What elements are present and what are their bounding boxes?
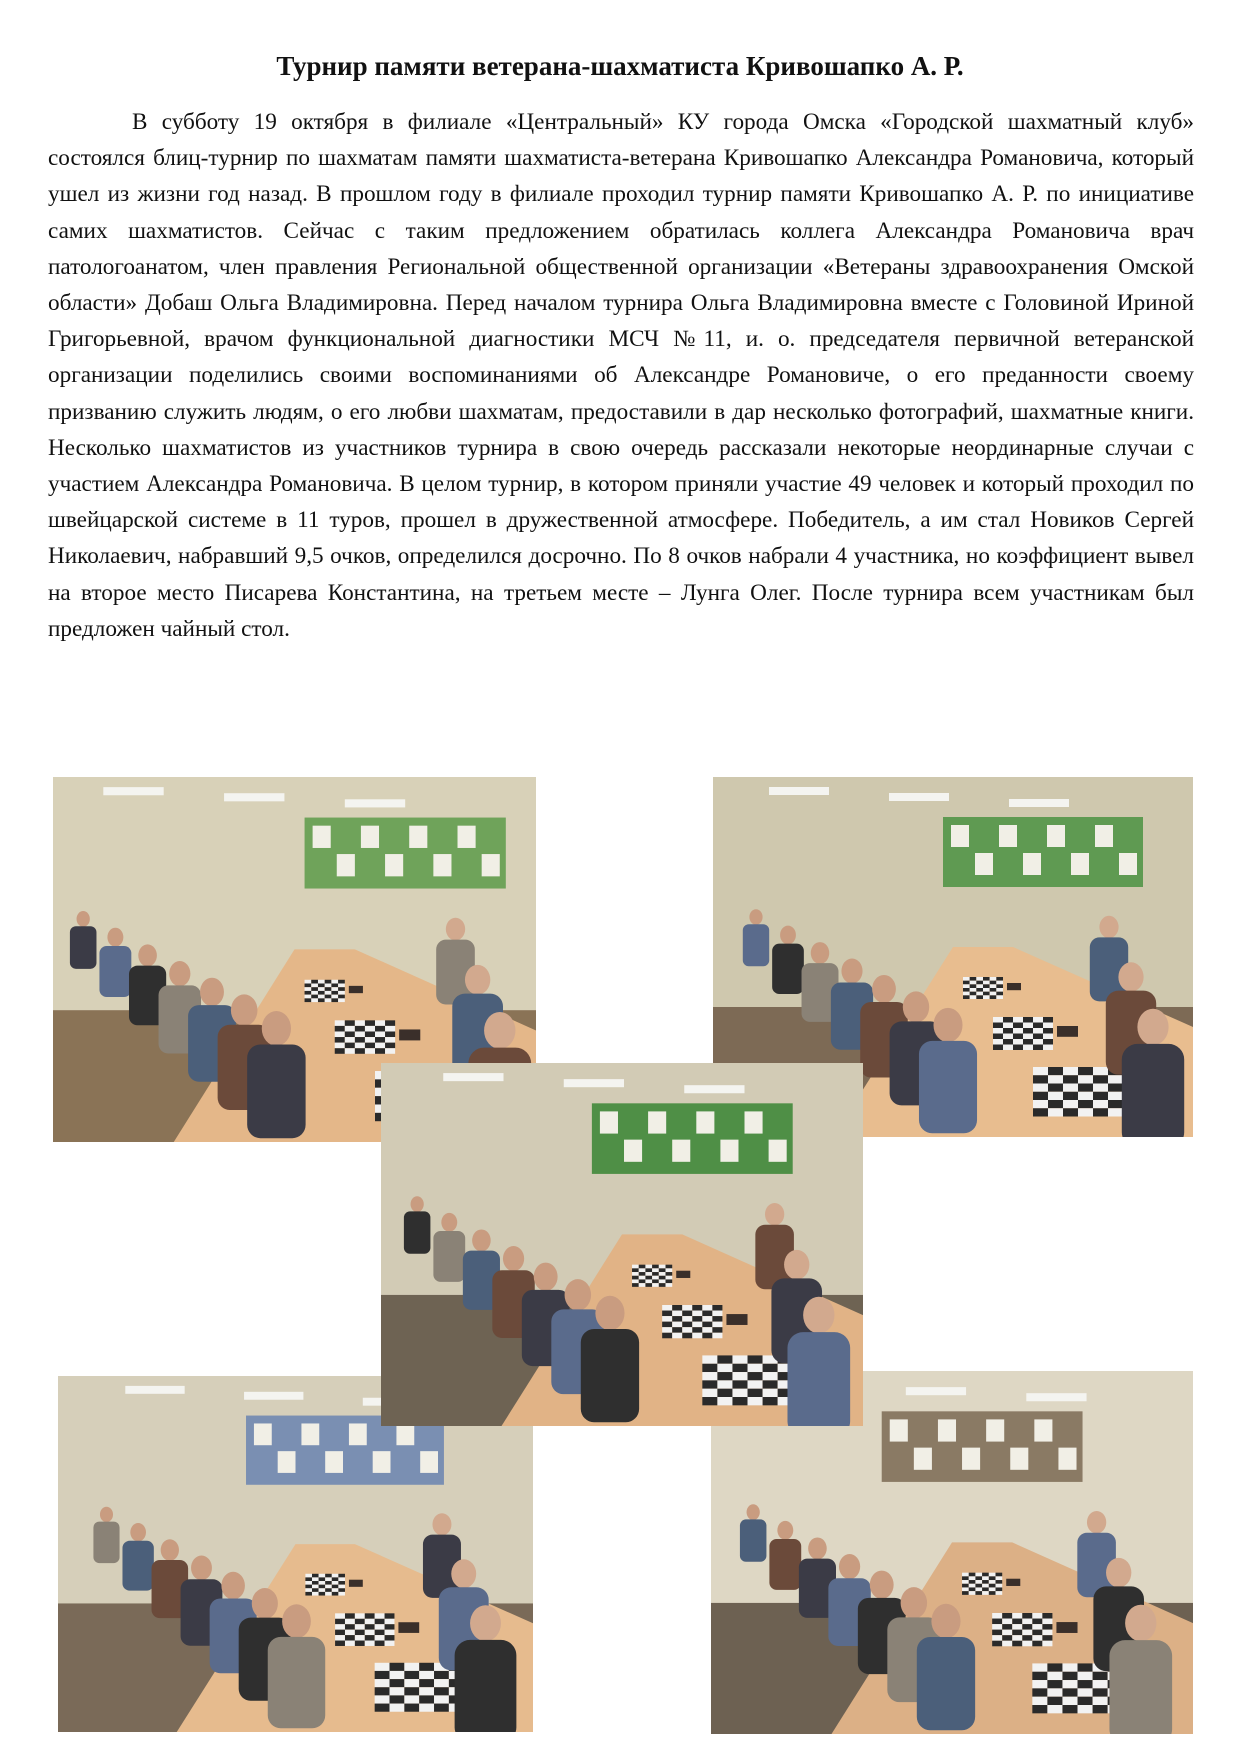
article-body: В субботу 19 октября в филиале «Центральный» КУ города Омска «Городской шахматный клуб» состоялся блиц-турнир по шахматам памяти шахматиста-ветерана Кривошапко Александра Романовича, который ушел из жизни год назад. В прошлом году в филиале проходил турнир памяти Кривошапко А. Р. по инициативе самих шахматистов. Сейчас с таким предложением обратилась коллега Александра Романовича врач патологоанатом, член правления Региональной общественной организации «Ветераны здравоохранения Омской области» Добаш Ольга Владимировна. Перед началом турнира Ольга Владимировна вместе с Головиной Ириной Григорьевной, врачом функциональной диагностики МСЧ №11, и. о. председателя первичной ветеранской организации поделились своими воспоминаниями об Александре Романовиче, о его преданности своему призванию служить людям, о его любви шахматам, предоставили в дар несколько фотографий, шахматные книги. Несколько шахматистов из участников турнира в свою очередь рассказали некоторые неординарные случаи с участием Александра Романовича. В целом турнир, в котором приняли участие 49 человек и который проходил по швейцарской системе в 11 туров, прошел в дружественной атмосфере. Победитель, а им стал Новиков Сергей Николаевич, набравший 9,5 очков, определился досрочно. По 8 очков набрали 4 участника, но коэффициент вывел на второе место Писарева Константина, на третьем месте – Лунга Олег. После турнира всем участникам был предложен чайный стол. — [48, 109, 1194, 642]
article-title: Турнир памяти ветерана-шахматиста Кривошапко А. Р. — [276, 51, 964, 81]
tournament-photo — [58, 1376, 533, 1732]
photo-illustration — [381, 1063, 863, 1426]
tournament-photo — [381, 1063, 863, 1426]
photo-illustration — [58, 1376, 533, 1732]
